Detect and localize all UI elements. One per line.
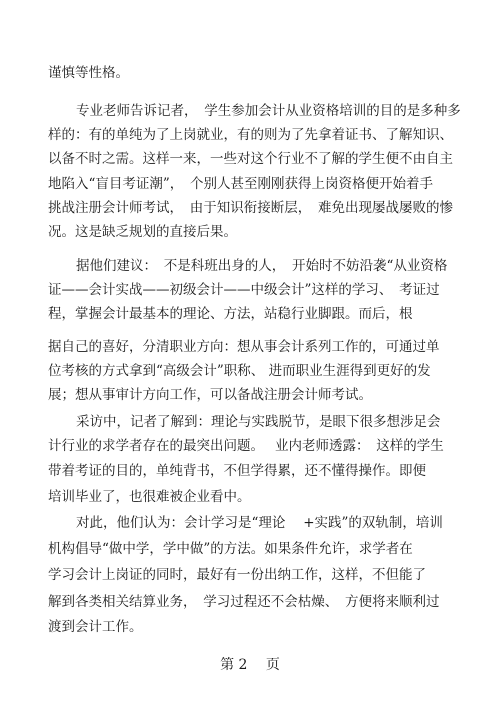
text-line: 对此，他们认为：会计学习是“理论 +实践”的双轨制，培训 bbox=[76, 515, 443, 531]
text-line: 专业老师告诉记者， 学生参加会计从业资格培训的目的是多种多 bbox=[76, 103, 461, 119]
text-line: 机构倡导“做中学，学中做”的方法。如果条件允许，求学者在 bbox=[48, 541, 413, 557]
text-line: 样的：有的单纯为了上岗就业，有的则为了先拿着证书、了解知识、 bbox=[48, 127, 453, 143]
text-line: 渡到会计工作。 bbox=[48, 619, 143, 635]
text-line: 采访中，记者了解到：理论与实践脱节，是眼下很多想涉足会 bbox=[76, 414, 441, 430]
text-line: 以备不时之需。这样一来，一些对这个行业不了解的学生便不由自主 bbox=[48, 151, 453, 167]
text-line: 计行业的求学者存在的最突出问题。 业内老师透露： 这样的学生 bbox=[48, 438, 444, 454]
text-line: 挑战注册会计师考试， 由于知识衔接断层， 难免出现屡战屡败的惨 bbox=[48, 200, 453, 216]
text-line: 据自己的喜好，分清职业方向：想从事会计系列工作的，可通过单 bbox=[48, 339, 440, 355]
text-line: 程，掌握会计最基本的理论、方法，站稳行业脚跟。而后，根 bbox=[48, 306, 413, 322]
text-line: 位考核的方式拿到“高级会计”职称、 进而职业生涯得到更好的发 bbox=[48, 363, 431, 379]
text-line: 况。这是缺乏规划的直接后果。 bbox=[48, 224, 237, 240]
text-line: 据他们建议： 不是科班出身的人， 开始时不妨沿袭“从业资格 bbox=[76, 258, 448, 274]
text-line: 培训毕业了，也很难被企业看中。 bbox=[48, 489, 251, 505]
text-line: 学习会计上岗证的同时，最好有一份出纳工作，这样，不但能了 bbox=[48, 567, 426, 583]
page-number: 第 2 页 bbox=[220, 657, 280, 673]
text-line: 带着考证的目的，单纯背书，不但学得累，还不懂得操作。即便 bbox=[48, 463, 426, 479]
text-line: 地陷入“盲目考证潮”， 个别人甚至刚刚获得上岗资格便开始着手 bbox=[48, 176, 434, 192]
text-line: 展；想从事审计方向工作，可以备战注册会计师考试。 bbox=[48, 387, 372, 403]
text-line: 谨慎等性格。 bbox=[48, 65, 129, 81]
text-line: 证——会计实战——初级会计——中级会计”这样的学习、 考证过 bbox=[48, 282, 440, 298]
text-line: 解到各类相关结算业务， 学习过程还不会枯燥、 方便将来顺利过 bbox=[48, 594, 440, 610]
